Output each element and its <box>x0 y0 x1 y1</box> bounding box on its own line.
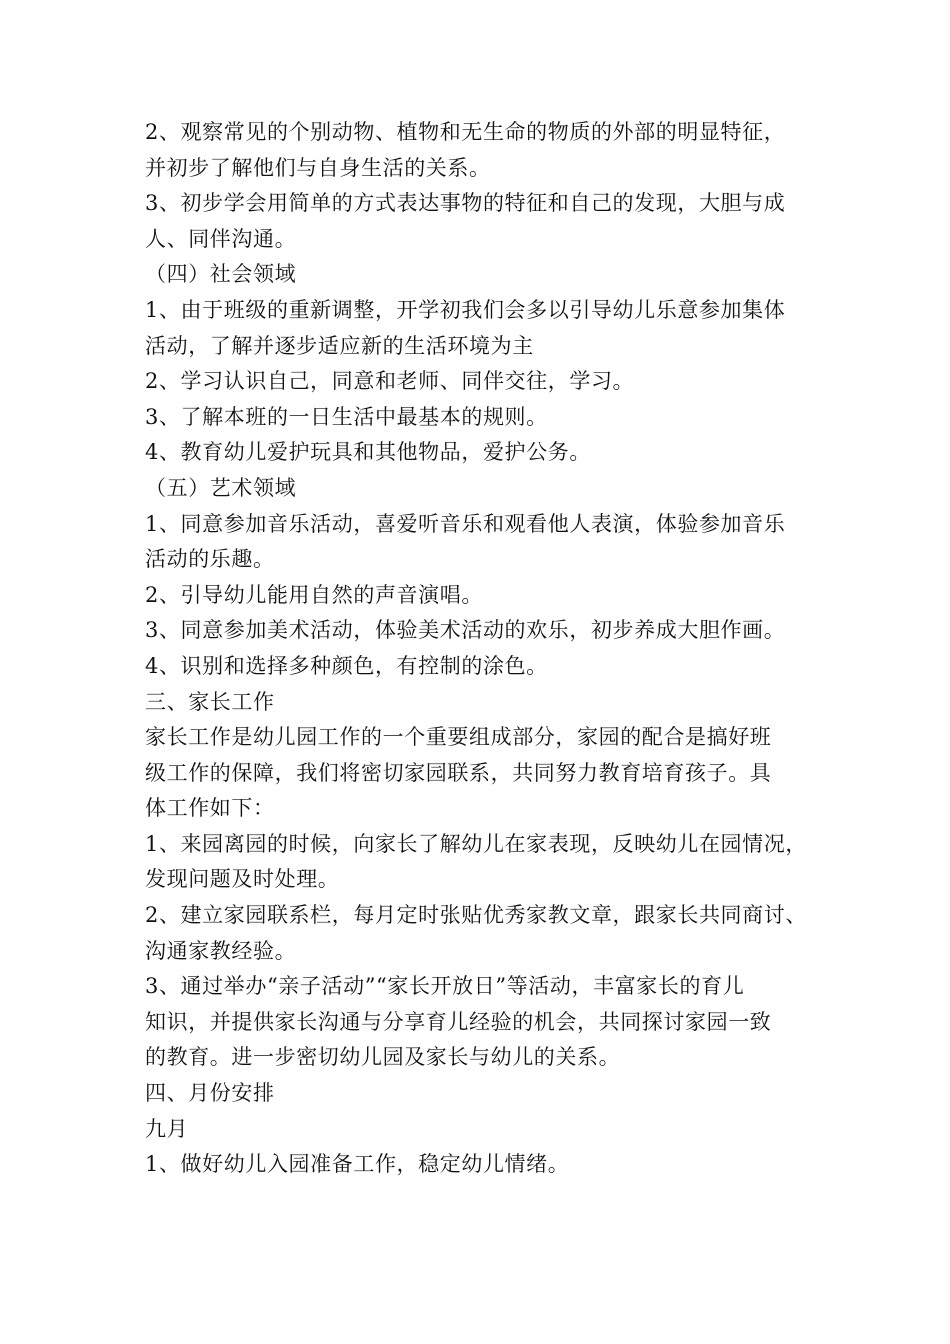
section-heading: 四、月份安排 <box>145 1081 275 1106</box>
text-line: 3、了解本班的一日生活中最基本的规则。 <box>145 404 548 429</box>
text-line: 3、同意参加美术活动，体验美术活动的欢乐，初步养成大胆作画。 <box>145 618 786 643</box>
text-line: 2、学习认识自己，同意和老师、同伴交往，学习。 <box>145 369 635 394</box>
text-line: 体工作如下： <box>145 796 275 821</box>
text-line: 活动的乐趣。 <box>145 547 275 572</box>
text-line: 4、识别和选择多种颜色，有控制的涂色。 <box>145 653 548 678</box>
text-line: 2、建立家园联系栏，每月定时张贴优秀家教文章，跟家长共同商讨、 <box>145 903 807 928</box>
text-line: 活动，了解并逐步适应新的生活环境为主 <box>145 333 534 358</box>
text-line: 1、做好幼儿入园准备工作，稳定幼儿情绪。 <box>145 1152 570 1177</box>
month-heading: 九月 <box>145 1116 189 1141</box>
section-heading: （四）社会领域 <box>145 262 297 287</box>
text-line: 3、通过举办“亲子活动”“家长开放日”等活动，丰富家长的育儿 <box>145 974 745 999</box>
text-line: 1、由于班级的重新调整，开学初我们会多以引导幼儿乐意参加集体 <box>145 297 786 322</box>
text-line: 沟通家教经验。 <box>145 938 297 963</box>
text-line: 级工作的保障，我们将密切家园联系，共同努力教育培育孩子。具 <box>145 760 772 785</box>
text-line: 的教育。进一步密切幼儿园及家长与幼儿的关系。 <box>145 1045 621 1070</box>
text-line: 1、来园离园的时候，向家长了解幼儿在家表现，反映幼儿在园情况， <box>145 831 807 856</box>
text-line: 2、引导幼儿能用自然的声音演唱。 <box>145 582 483 607</box>
text-line: 2、观察常见的个别动物、植物和无生命的物质的外部的明显特征， <box>145 120 786 144</box>
document-body <box>145 115 825 1183</box>
text-line: 1、同意参加音乐活动，喜爱听音乐和观看他人表演，体验参加音乐 <box>145 511 786 536</box>
text-line: 家长工作是幼儿园工作的一个重要组成部分，家园的配合是搞好班 <box>145 725 772 750</box>
text-line: 发现问题及时处理。 <box>145 867 340 892</box>
text-line: 4、教育幼儿爱护玩具和其他物品，爱护公务。 <box>145 440 591 465</box>
text-line: 知识，并提供家长沟通与分享育儿经验的机会，共同探讨家园一致 <box>145 1009 772 1034</box>
section-heading: （五）艺术领域 <box>145 475 297 500</box>
text-line: 并初步了解他们与自身生活的关系。 <box>145 155 491 180</box>
text-line: 3、初步学会用简单的方式表达事物的特征和自己的发现，大胆与成 <box>145 191 786 216</box>
section-heading: 三、家长工作 <box>145 689 275 714</box>
text-line: 人、同伴沟通。 <box>145 226 297 251</box>
